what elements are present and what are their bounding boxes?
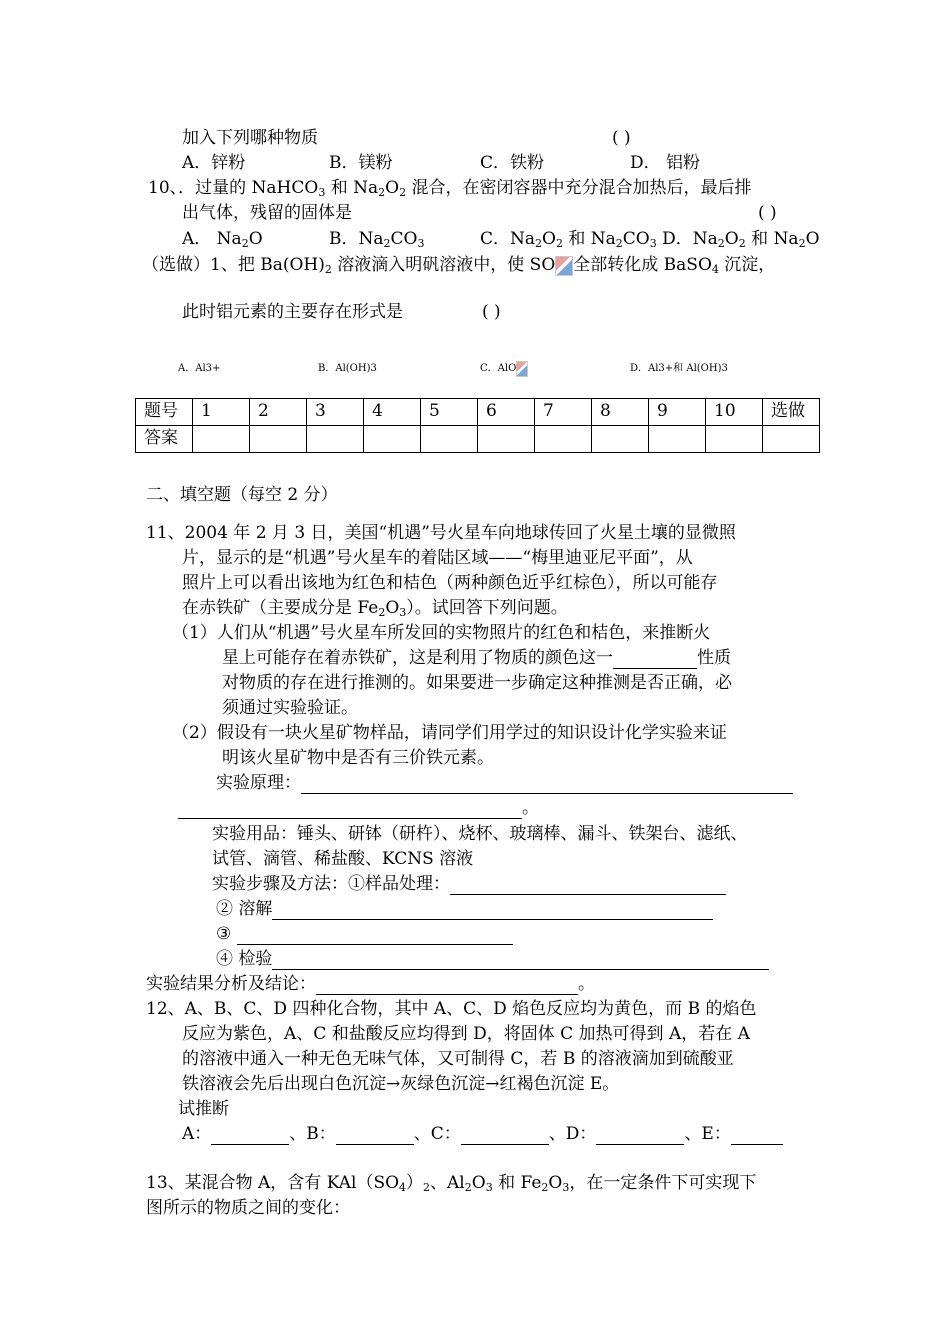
optional-bracket: ( ) [482,302,501,322]
table-cell: 1 [193,399,250,426]
section2-title: 二、填空题（每空 2 分） [146,485,338,505]
table-cell: 7 [535,399,592,426]
q11-supplies-line1: 实验用品：锤头、研钵（研杵）、烧杯、玻璃棒、漏斗、铁架台、滤纸、 [212,824,748,844]
q9-option-b: B．镁粉 [329,153,393,173]
optional-option-a: A．Al3+ [178,363,221,374]
table-cell: 题号 [136,399,193,426]
answer-e-blank[interactable] [731,1128,783,1145]
q12-line5: 试推断 [178,1099,229,1119]
q11-part2-line2: 明该火星矿物中是否有三价铁元素。 [222,748,494,768]
q11-step3: ③ [216,923,513,945]
q11-principle: 实验原理： [216,772,793,794]
table-cell: 8 [592,399,649,426]
answer-cell[interactable] [364,426,421,453]
q10-bracket: ( ) [758,203,777,223]
answer-a-blank[interactable] [211,1128,289,1145]
aluminate-formula-image-icon [516,361,528,377]
q11-line1: 11、2004 年 2 月 3 日，美国“机遇”号火星车向地球传回了火星土壤的显微照 [146,523,736,543]
table-cell: 10 [706,399,763,426]
q11-part1-line3: 对物质的存在进行推测的。如果要进一步确定这种推测是否正确，必 [222,673,732,693]
q13-line2: 图所示的物质之间的变化： [146,1198,350,1218]
answer-cell[interactable] [193,426,250,453]
answer-cell[interactable] [592,426,649,453]
property-blank[interactable] [613,652,697,669]
q9-option-c: C．铁粉 [480,153,545,173]
q13-line1: 13、某混合物 A，含有 $KAl(SO_4)_2$、$Al_2O_3$ 和 $Fe_2O_3$，在一定条件下可实现下 [146,1173,757,1194]
q9-bracket: ( ) [612,128,631,148]
table-cell: 2 [250,399,307,426]
q9-option-d: D． 铝粉 [630,153,701,173]
table-cell: 3 [307,399,364,426]
step2-blank[interactable] [272,903,713,920]
q10-option-c-d: C．$Na_2O_2$ 和 $Na_2CO_3$ D．$Na_2O_2$ 和 $Na_2O$ [480,229,820,250]
answer-cell[interactable] [706,426,763,453]
q11-part1-line1: （1）人们从“机遇”号火星车所发回的实物照片的红色和桔色，来推断火 [172,623,711,643]
answer-cell[interactable] [250,426,307,453]
answer-table [135,398,820,453]
q11-step4: ④ 检验 [216,948,769,970]
answer-cell[interactable] [649,426,706,453]
answer-d-blank[interactable] [596,1128,684,1145]
optional-line1: （选做）1、把 $Ba(OH)_2$ 溶液滴入明矾溶液中，使 SO 全部转化成 BaSO$_4$ 沉淀， [142,255,776,276]
table-cell: 6 [478,399,535,426]
q10-options [182,228,263,250]
q11-result: 实验结果分析及结论： 。 [146,974,595,994]
principle-blank-2[interactable] [178,802,522,819]
answer-table-answer-row [136,426,820,453]
answer-cell[interactable] [421,426,478,453]
q11-line2: 片，显示的是“机遇”号火星车的着陆区域——“梅里迪亚尼平面”，从 [182,548,693,568]
sulfate-superscript-image-icon [555,256,573,276]
step1-blank[interactable] [450,878,726,895]
q10-option-a: A． $Na_2O$ [182,229,263,250]
table-cell: 9 [649,399,706,426]
q12-line3: 的溶液中通入一种无色无味气体，又可制得 C，若 B 的溶液滴加到硫酸亚 [182,1049,734,1069]
q11-step2: ② 溶解 [216,898,713,920]
table-cell: 4 [364,399,421,426]
q11-supplies-line2: 试管、滴管、稀盐酸、KCNS 溶液 [212,849,474,869]
q11-part1-line4: 须通过实验验证。 [222,698,358,718]
q11-part1-line2: 星上可能存在着赤铁矿，这是利用了物质的颜色这一 性质 [222,648,731,668]
answer-cell[interactable] [307,426,364,453]
optional-line2: 此时铝元素的主要存在形式是 [182,302,403,322]
answer-cell[interactable] [763,426,820,453]
q12-line4: 铁溶液会先后出现白色沉淀→灰绿色沉淀→红褐色沉淀 E。 [182,1074,620,1094]
q9-option-a: A．锌粉 [182,153,246,173]
answer-cell[interactable] [478,426,535,453]
q12-answers: A： 、B： 、C： 、D： 、E： [182,1123,783,1145]
table-cell: 选做 [763,399,820,426]
answer-cell[interactable] [535,426,592,453]
answer-table-header-row [136,399,820,426]
q12-line2: 反应为紫色，A、C 和盐酸反应均得到 D，将固体 C 加热可得到 A，若在 A [182,1024,750,1044]
optional-option-b: B．Al(OH)3 [318,363,377,374]
q10-line2: 出气体，残留的固体是 [182,203,352,223]
q9-stem: 加入下列哪种物质 [182,128,318,148]
principle-blank[interactable] [301,777,793,794]
q12-line1: 12、A、B、C、D 四种化合物，其中 A、C、D 焰色反应均为黄色，而 B 的焰色 [146,999,757,1019]
table-cell: 5 [421,399,478,426]
table-cell: 答案 [136,426,193,453]
optional-option-d: D．Al3+和 Al(OH)3 [630,363,728,374]
result-blank[interactable] [316,978,578,995]
q11-part2-line1: （2）假设有一块火星矿物样品，请同学们用学过的知识设计化学实验来证 [172,723,727,743]
optional-option-c: C．AlO [480,358,528,380]
q10-option-b: B．$Na_2CO_3$ [329,229,425,250]
q11-line4: 在赤铁矿（主要成分是 $Fe_2O_3$）。试回答下列问题。 [182,598,568,619]
step3-blank[interactable] [237,928,513,945]
answer-c-blank[interactable] [461,1128,549,1145]
q10-line1: 10、．过量的 NaHCO$_3$ 和 $Na_2O_2$ 混合，在密闭容器中充分混合加热后，最后排 [148,178,752,199]
step4-blank[interactable] [272,953,769,970]
q11-steps: 实验步骤及方法：①样品处理： [212,873,726,895]
answer-b-blank[interactable] [336,1128,414,1145]
q11-line3: 照片上可以看出该地为红色和桔色（两种颜色近乎红棕色），所以可能存 [182,573,718,593]
q11-principle-cont: 。 [178,797,539,819]
